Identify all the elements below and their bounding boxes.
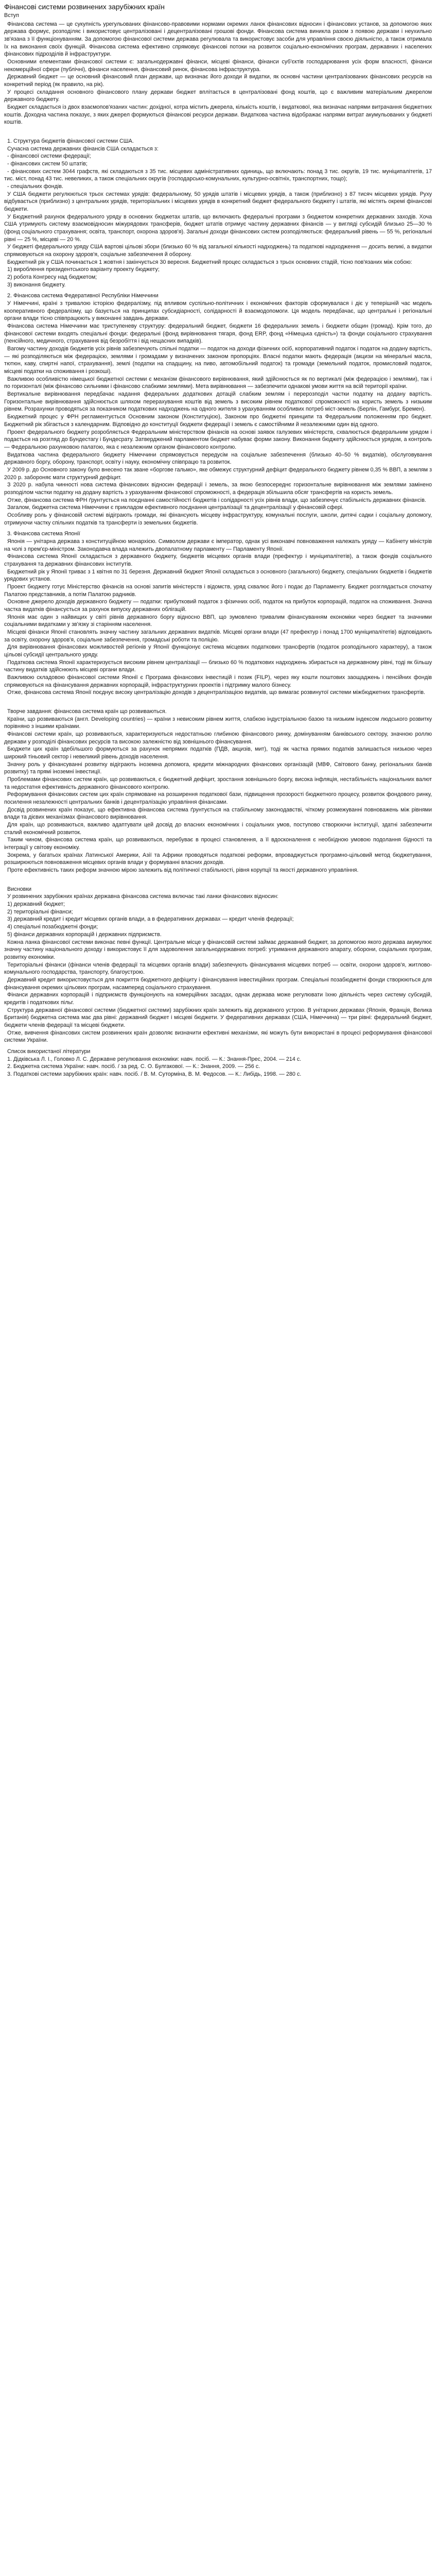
paragraph: У Бюджетний рахунок федерального уряду в основних бюджетах штатів, що включають федеральні програми з бюджетом конкретних державних заходів. Хоча США утримують систему взаємовідносин міжурядових трансферів, бюджет штатів отримує частину державних фінансів — у вигляді субсидій близько 25—30 % (фонд соціального страхування; освіта, транспорт, охорона здоров'я). Загальні доходи фінансових систем розподіляються: федеральний рівень — 55 %, регіональні рівні — 25 %, місцеві — 20 %. xyxy=(4,213,432,243)
paragraph: Бюджетний процес у ФРН регламентується Основним законом (Конституцією), Законом про бюджетні принципи та Федеральним положенням про бюджет. Бюджетний рік збігається з календарним. Відповідно до конституції бюджети федерації і земель є самостійними й незалежними один від одного. xyxy=(4,414,432,428)
paragraph: Значну роль у фінансуванні розвитку відіграють іноземна допомога, кредити міжнародних фінансових організацій (МВФ, Світового банку, регіональних банків розвитку) та прямі іноземні інвестиції. xyxy=(4,761,432,775)
paragraph: Основне джерело доходів державного бюджету — податки: прибутковий податок з фізичних осіб, податок на прибуток корпорацій, податок на споживання. Значна частка видатків фінансується за рахунок випуску державних облігацій. xyxy=(4,599,432,613)
paragraph: Кожна ланка фінансової системи виконає певні функції. Центральне місце у фінансовій системі займає державний бюджет, за допомогою якого держава акумулює значну частину національного доходу і використовує її для задоволення загальнодержавних потреб: утримання державного апарату, оборони, соціальних програм, розвитку економіки. xyxy=(4,939,432,960)
paragraph: 4) спеціальні позабюджетні фонди; xyxy=(7,924,98,930)
paragraph: Отже, фінансова система Японії поєднує високу централізацію доходів з децентралізацією видатків, що вимагає розвинутої системи міжбюджетних трансфертів. xyxy=(7,689,425,696)
paragraph: Проект федерального бюджету розробляється Федеральним міністерством фінансів на основі заявок галузевих міністерств, схвалюється федеральним урядом і подається на розгляд до Бундестагу і Бундесрату. Затверджений парламентом бюджет набуває форми закону. Виконання бюджету здійснюється урядом, а контроль — Федеральною рахунковою палатою, яка є незалежним органом фінансового контролю. xyxy=(4,429,432,450)
paragraph: Місцеві фінанси Японії становлять значну частину загальних державних видатків. Місцеві органи влади (47 префектур і понад 1700 муніципалітетів) відповідають за освіту, охорону здоров'я, соціальне забезпечення, громадські роботи та поліцію. xyxy=(4,629,432,643)
paragraph: Державний кредит використовується для покриття бюджетного дефіциту і фінансування інвестиційних програм. Спеціальні позабюджетні фонди створюються для фінансування окремих цільових програм, насамперед соціального страхування. xyxy=(4,976,432,991)
paragraph: Загалом, бюджетна система Німеччини є прикладом ефективного поєднання централізації та децентралізації у фінансовій сфері. xyxy=(7,504,344,511)
paragraph: - спеціальних фондів. xyxy=(7,183,64,190)
paragraph: У 2009 р. до Основного закону було внесено так зване «боргове гальмо», яке обмежує структурний дефіцит федерального бюджету рівнем 0,35 % ВВП, а землям з 2020 р. забороняє мати структурний дефіцит. xyxy=(4,466,432,481)
paragraph: Досвід розвинених країн показує, що ефективна фінансова система ґрунтується на стабільному законодавстві, чіткому розмежуванні повноважень між рівнями влади та дієвих механізмах фінансового вирівнювання. xyxy=(4,806,432,821)
paragraph: Державний бюджет — це основний фінансовий план держави, що визначає його доходи й видатки, як основні частини централізованих фінансових ресурсів на конкретний період (як правило, на рік). xyxy=(4,74,432,88)
paragraph: Бюджетний рік у Японії триває з 1 квітня по 31 березня. Державний бюджет Японії складається з основного (загального) бюджету, спеціальних бюджетів і бюджетів урядових установ. xyxy=(4,568,432,583)
paragraph: Отже, фінансова система ФРН ґрунтується на поєднанні самостійності бюджетів і солідарності усіх рівнів влади, що забезпечує стабільність державних фінансів. xyxy=(7,497,426,503)
paragraph: 1) державний бюджет; xyxy=(7,901,65,908)
paragraph: 2) територіальні фінанси; xyxy=(7,908,73,915)
paragraph: 1) вироблення президентського варіанту проекту бюджету; xyxy=(7,266,160,273)
paragraph: Особливу роль у фінансовій системі відіграють громади, які фінансують місцеву інфраструктуру, комунальні послуги, школи, дитячі садки і соціальну допомогу, отримуючи частку спільних податків та трансферти із земельних бюджетів. xyxy=(4,512,432,526)
paragraph: Японія має один з найвищих у світі рівнів державного боргу відносно ВВП, що зумовлено тривалим фінансуванням економіки через бюджет та значними соціальними видатками у зв'язку зі старінням населення. xyxy=(4,614,432,628)
document-title: Фінансові системи розвинених зарубіжних країн xyxy=(4,3,165,11)
paragraph: Проблемами фінансових систем країн, що розвиваються, є бюджетний дефіцит, зростання зовнішнього боргу, висока інфляція, нестабільність національних валют та недостатня ефективність державного фінансового контролю. xyxy=(4,776,432,790)
paragraph: Список використаної літератури xyxy=(7,1048,91,1055)
paragraph: Фінансова система — це сукупність урегульованих фінансово-правовими нормами окремих ланок фінансових відносин і фінансових установ, за допомогою яких держава формує, розподіляє і використовує централізовані і децентралізовані грошові фонди. Фінансова система виникла разом з появою держави і неухильно зв'язана з її функціонуванням. За допомогою фінансової системи держава регулювала та використовує засоби для управління своєю діяльністю, а також отримала їх на виконання своїх функцій. Фінансова система ефективно спрямовує фінансові потоки на розвиток соціально-економічних програм, державних і населених фінансових підрозділів й інфраструктури. xyxy=(4,21,432,58)
paragraph: 3) державний кредит і кредит місцевих органів влади, а в федеративних державах — кредит членів федерації; xyxy=(7,916,294,923)
paragraph: Територіальні фінанси (фінанси членів федерації та місцевих органів влади) забезпечують фінансування місцевих потреб — освіти, охорони здоров'я, житлово-комунального господарства, транспорту, благоустрою. xyxy=(4,961,432,976)
paragraph: У США бюджети регулюються трьох системах урядів: федеральному, 50 урядів штатів і місцевих урядів, а також (приблизно) з 87 тисяч місцевих урядів. Руху відбувається (приблизно) з центральних урядів, територіальних і місцевих урядів в конкретний бюджет федерального бюджету і штатів, які містять окремі фінансові бюджети. xyxy=(4,191,432,213)
paragraph: У Німеччині, країні з тривалою історією федералізму, під впливом суспільно-політичних і економічних факторів сформувалася і діє у теперішній час модель кооперативного федералізму, що базується на принципах субсидіарності, солідарності й взаємодопомоги. Ця модель передбачає, що центральні і регіональні органи влади тісно співпрацюють у виконанні завдань держави. xyxy=(4,300,432,322)
paragraph: Податкова система Японії характеризується високим рівнем централізації — близько 60 % податкових надходжень збирається на державному рівні, тоді як більшу частину видатків здійснюють місцеві органи влади. xyxy=(4,659,432,673)
paragraph: Для вирівнювання фінансових можливостей регіонів у Японії функціонує система місцевих податкових трансфертів (податок розподільного характеру), а також цільові субсидії центрального уряду. xyxy=(4,644,432,658)
paragraph: 5) фінанси державних корпорацій і державних підприємств. xyxy=(7,931,162,938)
paragraph: Бюджет складається із двох взаємопов'язаних частин: дохідної, котра містить джерела, кількість коштів, і видаткової, яка визначає напрями витрачання бюджетних коштів. Доходна частина показує, з яких джерел формуються фінансові ресурси держави. Видаткова частина відображає напрями витрат акумульованих у бюджеті коштів. xyxy=(4,104,432,126)
paragraph: Проект бюджету готує Міністерство фінансів на основі запитів міністерств і відомств, уряд схвалює його і подає до Парламенту. Бюджет розглядається спочатку Палатою представників, а потім Палатою радників. xyxy=(4,583,432,598)
paragraph: У процесі складання основного фінансового плану держави бюджет вплітається в централізовані фонд коштів, що є важливим матеріальним джерелом державного бюджету. xyxy=(4,89,432,103)
paragraph: 3) виконання бюджету. xyxy=(7,281,66,288)
paragraph: - фінансових систем 3044 графств, які складаються з 35 тис. місцевих адміністративних одиниць, що включають: понад 3 тис. округів, 19 тис. муніципалітетів, 17 тис. міст, понад 43 тис. невеликих, а також спеціальних округів (господарсько-комунальних, культурно-освітніх, транспортних, тощо); xyxy=(4,168,432,182)
document-page xyxy=(0,0,436,1084)
paragraph: 2. Фінансова система Федеративної Республіки Німеччини xyxy=(7,293,159,299)
document-body xyxy=(4,12,432,1078)
paragraph: Сучасна система державних фінансів США складається з: xyxy=(7,145,159,152)
paragraph: 3. Фінансова система Японії xyxy=(7,531,80,537)
paragraph: Важливою складовою фінансової системи Японії є Програма фінансових інвестицій і позик (FILP), через яку кошти поштових заощаджень і пенсійних фондів спрямовуються на фінансування державних корпорацій, інфраструктурних проектів і підтримку малого бізнесу. xyxy=(4,674,432,688)
paragraph: Висновки xyxy=(7,886,32,892)
paragraph: Бюджети цих країн здебільшого формуються за рахунок непрямих податків (ПДВ, акцизів, мит), тоді як частка прямих податків залишається низькою через широкий тіньовий сектор і невеликий рівень доходів населення. xyxy=(4,746,432,760)
paragraph: 1. Дідківська Л. І., Головко Л. С. Державне регулювання економіки: навч. посіб. — К.: Знання-Прес, 2004. — 214 с. xyxy=(7,1056,302,1062)
paragraph: Реформування фінансових систем цих країн спрямоване на розширення податкової бази, підвищення прозорості бюджетного процесу, розвиток фондового ринку, посилення незалежності центральних банків і децентралізацію управління фінансами. xyxy=(4,791,432,806)
paragraph: Творче завдання: фінансова система країн що розвиваються. xyxy=(7,708,167,715)
paragraph: Вагому частину доходів бюджетів усіх рівнів забезпечують спільні податки — податок на доходи фізичних осіб, корпоративний податок і податок на додану вартість, — які розподіляються між федерацією, землями і громадами у визначених законом пропорціях. Власні податки мають федерація (акцизи на мінеральні масла, тютюн, каву, спиртні напої, страхування), землі (податки на спадщину, на пиво, автомобільний податок) та громади (земельний податок, промисловий податок, місцеві податки на споживання і розкоші). xyxy=(4,346,432,375)
paragraph: Фінансова система Німеччини має триступеневу структуру: федеральний бюджет, бюджети 16 федеральних земель і бюджети общин (громад). Крім того, до фінансової системи входять спеціальні фонди: федеральні (фонд вирівнювання тягаря, фонд ERP, фонд «Німецька єдність») та фонди соціального страхування (пенсійного, медичного, страхування від безробіття і від нещасних випадків). xyxy=(4,323,432,345)
paragraph: У розвинених зарубіжних країнах державна фінансова система включає такі ланки фінансових відносин: xyxy=(7,893,278,900)
paragraph: Отже, вивчення фінансових систем розвинених країн дозволяє визначити ефективні механізми, які можуть бути використані в процесі реформування фінансової системи України. xyxy=(4,1029,432,1044)
paragraph: 3. Податкові системи зарубіжних країн: навч. посіб. / В. М. Суторміна, В. М. Федосов. — К.: Либідь, 1998. — 280 с. xyxy=(7,1071,302,1077)
paragraph: Важливою особливістю німецької бюджетної системи є механізм фінансового вирівнювання, який здійснюється як по вертикалі (між федерацією і землями), так і по горизонталі (між фінансово сильними і фінансово слабкими землями). Мета вирівнювання — забезпечити однакові умови життя на всій території країни. xyxy=(4,376,432,390)
paragraph: - фінансової системи федерації; xyxy=(7,153,91,160)
paragraph: Фінансові системи країн, що розвиваються, характеризуються недостатньою глибиною фінансового ринку, домінуванням банківського сектору, значною роллю держави у розподілі фінансових ресурсів та високою залежністю від зовнішнього фінансування. xyxy=(4,731,432,745)
paragraph: Зокрема, у багатьох країнах Латинської Америки, Азії та Африки проводяться податкові реформи, впроваджується програмно-цільовий метод бюджетування, розширюються повноваження місцевих органів влади у формуванні власних доходів. xyxy=(4,852,432,866)
paragraph: Фінанси державних корпорацій і підприємств функціонують на комерційних засадах, однак держава може регулювати їхню діяльність через систему субсидій, кредитів і податкових пільг. xyxy=(4,992,432,1006)
paragraph: 1. Структура бюджетів фінансової системи США. xyxy=(7,138,134,144)
paragraph: - фінансових систем 50 штатів; xyxy=(7,160,88,167)
paragraph: Таким чином, фінансова система країн, що розвиваються, перебуває в процесі становлення, а її вдосконалення є необхідною умовою подолання бідності та інтеграції у світову економіку. xyxy=(4,837,432,851)
paragraph: Японія — унітарна держава з конституційною монархією. Символом держави є імператор, однак усі виконавчі повноваження належать уряду — Кабінету міністрів на чолі з прем'єр-міністром. Законодавча влада належить двопалатному парламенту — Парламенту Японії. xyxy=(4,538,432,552)
paragraph: Бюджетний рік у США починається 1 жовтня і закінчується 30 вересня. Бюджетний процес складається з трьох основних стадій, тісно пов'язаних між собою: xyxy=(7,259,412,265)
paragraph: З 2020 р. набула чинності нова система фінансових відносин федерації і земель, за якою безпосереднє горизонтальне вирівнювання між землями замінено розподілом частки податку на додану вартість з урахуванням фінансової спроможності, а федерація збільшила обсяг трансфертів на користь земель. xyxy=(4,482,432,496)
paragraph: Вступ xyxy=(4,12,19,19)
paragraph: Видаткова частина федерального бюджету Німеччини спрямовується передусім на соціальне забезпечення (близько 40–50 % видатків), обслуговування державного боргу, оборону, транспорт, освіту і науку, економічну співпрацю та розвиток. xyxy=(4,451,432,466)
paragraph: Фінансова система Японії складається з державного бюджету, бюджетів місцевих органів влади (префектур і муніципалітетів), а також фондів соціального страхування та державних фінансових інститутів. xyxy=(4,553,432,567)
paragraph: У бюджеті федерального уряду США вартові цільові збори (близько 60 % від загальної кількості надходжень) та податкові надходження — досить великі, а видатки спрямовуються на охорону здоров'я, соціальне забезпечення й оборону. xyxy=(4,244,432,258)
paragraph: 2. Бюджетна система України: навч. посіб. / за ред. С. О. Булгакової. — К.: Знання, 2009. — 256 с. xyxy=(7,1063,260,1070)
paragraph: Вертикальне вирівнювання передбачає надання федеральних додаткових дотацій слабким землям і перерозподіл частки податку на додану вартість. Горизонтальне вирівнювання здійснюється шляхом перерахування коштів від земель з високим рівнем податкової спроможності на користь земель з низьким рівнем. Розрахунки проводяться за показником податкових надходжень на одного жителя з урахуванням особливих потреб міст-земель (Берлін, Гамбург, Бремен). xyxy=(4,391,432,413)
paragraph: Основними елементами фінансової системи є: загальнодержавні фінанси, місцеві фінанси, фінанси суб'єктів господарювання усіх форм власності, фінанси некомерційної сфери (публічні), фінанси населення, фінансовий ринок, фінансова інфраструктура. xyxy=(4,58,432,73)
paragraph: Країни, що розвиваються (англ. Developing countries) — країни з невисоким рівнем життя, слабкою індустріальною базою та низьким індексом людського розвитку порівняно з іншими країнами. xyxy=(4,716,432,730)
paragraph: Для країн, що розвиваються, важливо адаптувати цей досвід до власних економічних і соціальних умов, поступово створюючи інституції, здатні забезпечити сталий економічний розвиток. xyxy=(4,822,432,836)
paragraph: 2) робота Конгресу над бюджетом; xyxy=(7,274,97,281)
paragraph: Структура державної фінансової системи (бюджетної системи) зарубіжних країн залежить від державного устрою. В унітарних державах (Японія, Франція, Велика Британія) бюджетна система має два рівні: державний бюджет і місцеві бюджети. У федеративних державах (США, Німеччина) — три рівні: федеральний бюджет, бюджети членів федерації та місцеві бюджети. xyxy=(4,1007,432,1028)
paragraph: Проте ефективність таких реформ значною мірою залежить від політичної стабільності, рівня корупції та якості державного управління. xyxy=(7,867,359,874)
